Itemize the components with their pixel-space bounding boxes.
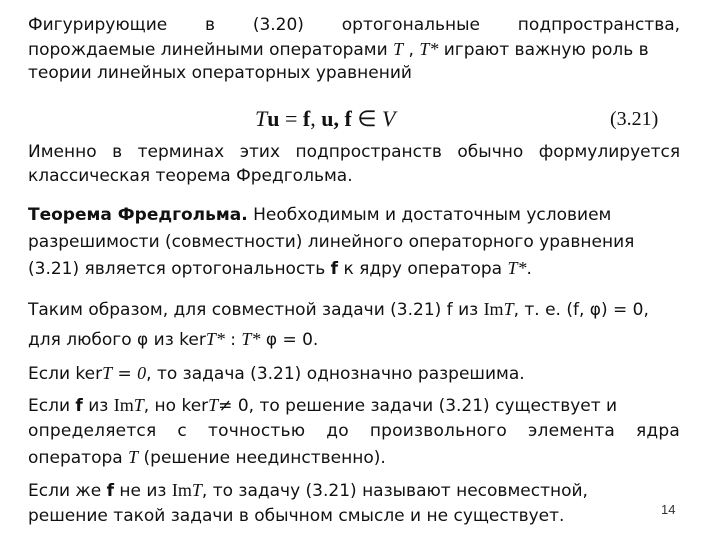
operator-T-adjoint: T* — [241, 329, 261, 349]
text: этих — [239, 142, 281, 162]
para5-line1 — [28, 394, 680, 417]
text: формулируется — [538, 142, 681, 162]
operator-T: T — [393, 39, 404, 59]
para6-line1 — [28, 479, 680, 502]
text: (решение неединственно). — [138, 448, 386, 468]
text: Если же — [28, 481, 107, 501]
text: , то задача (3.21) однозначно разрешима. — [146, 364, 525, 384]
vector-f: f — [106, 481, 114, 501]
text: , то задачу (3.21) называют несовместной, — [201, 481, 588, 501]
text: для любого φ из ker — [28, 330, 206, 350]
text: . — [526, 259, 532, 279]
operator-T: T — [133, 395, 144, 415]
operator-T: T — [503, 299, 514, 319]
para1-line2 — [28, 38, 680, 61]
text: ортогональные — [341, 15, 480, 35]
theorem-line3 — [28, 257, 680, 280]
para4-line — [28, 362, 680, 385]
text: подпространства, — [517, 15, 681, 35]
text: оператора — [28, 448, 129, 468]
text: в — [205, 15, 216, 35]
para3-line1 — [28, 298, 680, 321]
text: ≠ 0, то решение задачи (3.21) существует и — [218, 396, 618, 416]
para1-line1 — [28, 14, 680, 36]
text: порождаемые линейными операторами — [28, 40, 394, 60]
space-V: V — [381, 106, 396, 131]
para1-line3: теории линейных операторных уравнений — [28, 63, 412, 83]
para3-line2 — [28, 328, 680, 351]
text: обычно — [457, 142, 524, 162]
operator-T: T — [128, 447, 139, 467]
text: Если ker — [28, 364, 103, 384]
image-operator: Im — [171, 480, 192, 500]
operator-T-adjoint: T* — [419, 39, 439, 59]
operator-T: T — [102, 363, 113, 383]
text: к ядру оператора — [338, 259, 508, 279]
text: , т. е. (f, φ) = 0, — [513, 300, 649, 320]
text: (3.20) — [252, 15, 304, 35]
text: φ = 0. — [260, 330, 319, 350]
vector-u: u — [267, 106, 280, 131]
image-operator: Im — [113, 395, 134, 415]
equation — [255, 106, 395, 132]
text: Таким образом, для совместной задачи (3.21) f из — [28, 300, 484, 320]
text: играют важную роль в — [438, 40, 649, 60]
para6-line2: решение такой задачи в обычном смысле и не существует. — [28, 506, 565, 526]
vector-f: f — [75, 396, 83, 416]
text: не из — [114, 481, 172, 501]
para5-line2: определяется с точностью до произвольного элемента ядра — [28, 421, 680, 441]
para2-line2: классическая теорема Фредгольма. — [28, 166, 353, 186]
para2-line1 — [28, 141, 680, 163]
text: , — [403, 40, 420, 60]
text: , но ker — [143, 396, 209, 416]
image-operator: Im — [483, 299, 504, 319]
text: из — [82, 396, 114, 416]
operator-T: T — [255, 106, 268, 131]
operator-T-adjoint: T* — [205, 329, 225, 349]
theorem-line2: разрешимости (совместности) линейного операторного уравнения — [28, 232, 635, 252]
text: подпространств — [295, 142, 442, 162]
text: = — [279, 106, 303, 131]
text: Фигурирующие — [28, 15, 168, 35]
operator-T-adjoint: T* — [507, 258, 527, 278]
theorem-line1 — [28, 204, 680, 226]
vector-f: f — [330, 259, 339, 279]
vectors-uf: u, f — [321, 106, 352, 131]
operator-T: T — [191, 480, 202, 500]
text: (3.21) является ортогональность — [28, 259, 331, 279]
text: = — [112, 364, 138, 384]
text: : — [224, 330, 242, 350]
text: терминах — [137, 142, 225, 162]
equation-number: (3.21) — [610, 108, 659, 130]
text: Если — [28, 396, 76, 416]
theorem-title: Теорема Фредгольма. — [28, 205, 248, 225]
text: Именно — [28, 142, 97, 162]
text: в — [112, 142, 123, 162]
page-number: 14 — [661, 502, 676, 517]
element-of-symbol: ∈ — [351, 106, 382, 131]
zero: 0 — [137, 363, 147, 383]
operator-T: T — [208, 395, 219, 415]
text: Необходимым и достаточным условием — [247, 205, 612, 225]
para5-line3 — [28, 446, 680, 469]
text: , — [310, 106, 322, 131]
vector-f: f — [302, 106, 311, 131]
